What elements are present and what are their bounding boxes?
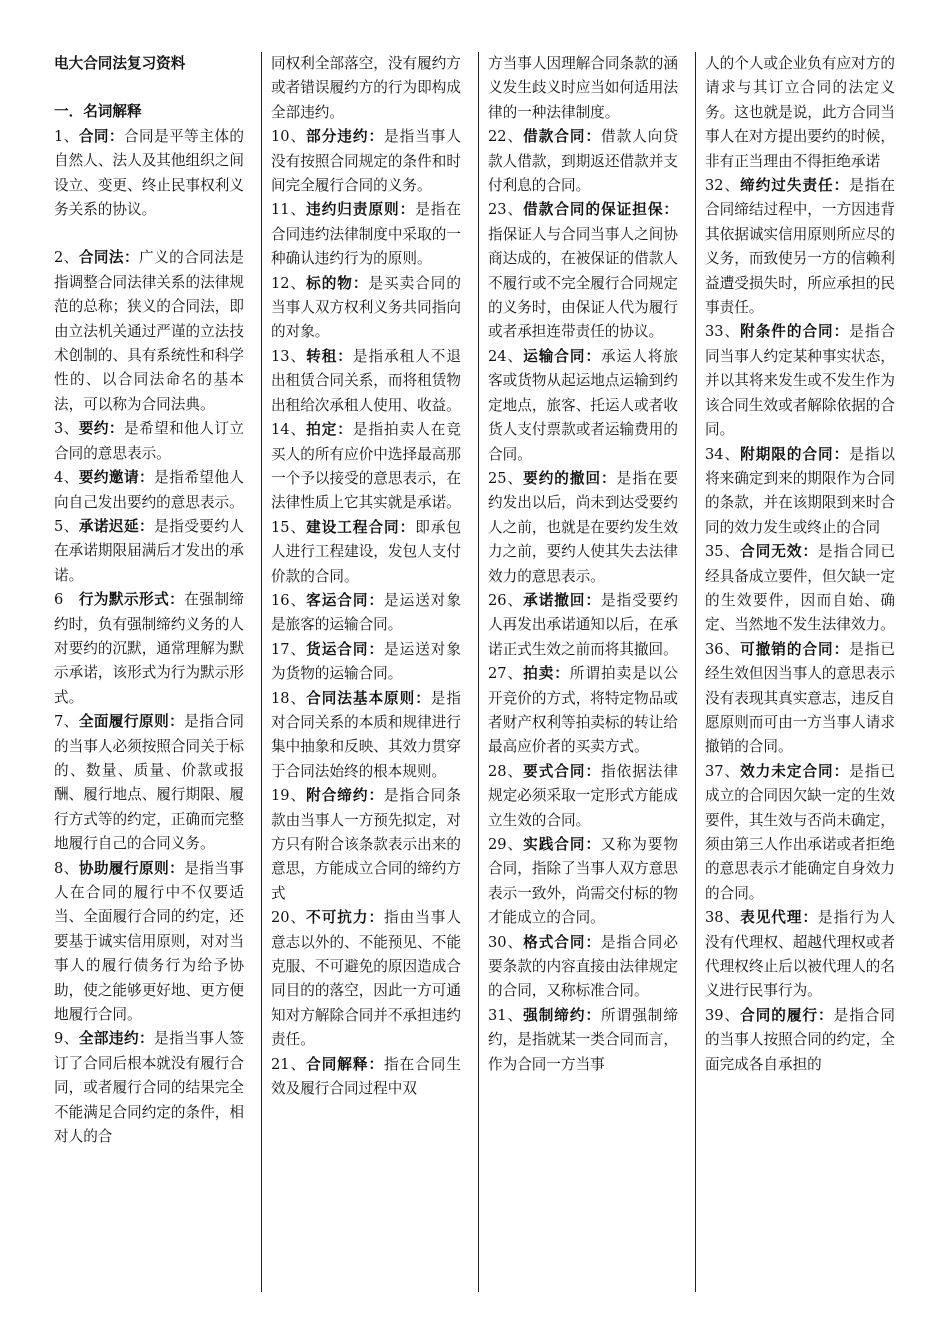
definition-entry [705, 52, 895, 174]
entry-term: 客运合同： [306, 591, 385, 609]
definition-entry [271, 125, 461, 198]
definition-entry [271, 198, 461, 271]
column-3 [488, 52, 678, 1292]
entry-term: 拍定： [306, 421, 353, 439]
definition-entry [54, 417, 244, 466]
entry-definition: 合同是平等主体的自然人、法人及其他组织之间设立、变更、终止民事权利义务关系的协议。 [54, 127, 244, 219]
column-divider [478, 52, 479, 1292]
entry-definition: 是指合同必要条款的内容直接由法律规定的合同，又称标准合同。 [488, 933, 678, 1000]
entry-definition: 所谓强制缔约，是指就某一类合同而言，作为合同一方当事 [488, 1006, 678, 1073]
entry-number: 7、 [54, 713, 79, 731]
entry-definition: 在强制缔约时，负有强制缔约义务的人对要约的沉默，通常理解为默示承诺，该形式为行为默示形式。 [54, 591, 244, 706]
document-title: 电大合同法复习资料 [54, 55, 186, 72]
entry-term: 货运合同： [306, 640, 385, 658]
entry-term: 不可抗力： [306, 909, 385, 927]
entry-definition: 是指已经生效但因当事人的意思表示没有表现其真实意志，违反自愿原则而可由一方当事人请求撤销的合同。 [705, 640, 895, 756]
entry-definition: 是指在要约发出以后，尚未到达受要约人之前，也就是在要约发生效力之前，要约人使其失去法律效力的意思表示。 [488, 469, 678, 585]
entry-number: 13、 [271, 347, 307, 365]
entry-number: 17、 [271, 640, 307, 658]
entry-term: 附合缔约： [306, 787, 385, 805]
entry-term: 可撤销的合同： [740, 640, 850, 658]
definition-entry [271, 272, 461, 345]
definition-entry [705, 174, 895, 320]
entry-definition: 是指合同已经具备成立要件，但欠缺一定的生效要件，因而自始、确定、当然地不发生法律效力。 [705, 543, 895, 634]
entry-definition: 是运送对象为货物的运输合同。 [271, 640, 461, 683]
entry-number: 32、 [705, 177, 741, 195]
definition-entry [271, 345, 461, 418]
entry-number: 21、 [271, 1055, 307, 1073]
definition-entry [271, 418, 461, 516]
definition-entry [54, 588, 244, 710]
definition-entry [488, 345, 678, 467]
column-2 [271, 52, 461, 1292]
entry-number: 3、 [54, 420, 79, 438]
entry-term: 要约邀请： [78, 469, 155, 487]
spacer [54, 76, 244, 100]
entry-term: 合同解释： [306, 1055, 385, 1073]
entry-term: 标的物： [306, 274, 369, 292]
entry-definition: 指依据法律规定必须采取一定形式方能成立生效的合同。 [488, 762, 678, 829]
entry-number: 4、 [54, 469, 79, 487]
entry-term: 转租： [306, 347, 353, 365]
entry-number: 35、 [705, 543, 741, 561]
entry-definition: 是指拍卖人在竞买人的所有应价中选择最高那一个予以接受的意思表示，在法律性质上它其实就是承诺。 [271, 421, 461, 512]
entry-number: 19、 [271, 787, 307, 805]
definition-entry [488, 467, 678, 589]
entry-term: 附期限的合同： [740, 445, 850, 463]
definition-entry [705, 443, 895, 541]
entry-definition: 是指当事人没有按照合同规定的条件和时间完全履行合同的义务。 [271, 128, 461, 195]
entry-definition: 是指希望他人向自己发出要约的意思表示。 [54, 469, 244, 511]
definition-entry [271, 589, 461, 638]
definition-entry [705, 638, 895, 760]
definition-entry [705, 320, 895, 442]
definition-entry [271, 906, 461, 1052]
entry-term: 部分违约： [306, 128, 385, 146]
entry-number: 34、 [705, 445, 741, 463]
entry-term: 行为默示形式： [78, 591, 185, 609]
definition-entry [488, 125, 678, 198]
column-divider [261, 52, 262, 1292]
entry-term: 拍卖： [523, 665, 570, 683]
entry-definition: 是指合同的当事人按照合同的约定，全面完成各自承担的 [705, 1006, 895, 1073]
entry-number: 16、 [271, 591, 307, 609]
definition-entry [271, 52, 461, 125]
definition-entry [54, 710, 244, 856]
entry-definition: 指在合同生效及履行合同过程中双 [271, 1055, 461, 1098]
definition-entry [271, 784, 461, 906]
column-1 [54, 52, 244, 1292]
definition-entry [488, 662, 678, 760]
entry-number: 18、 [271, 689, 307, 707]
entry-number: 6 [54, 591, 79, 609]
spacer [54, 222, 244, 246]
entry-number: 2、 [54, 249, 79, 267]
entry-number: 5、 [54, 517, 79, 535]
entry-term: 要约： [78, 420, 124, 438]
entry-number: 12、 [271, 274, 307, 292]
definition-entry [488, 833, 678, 931]
entry-definition: 同权利全部落空，没有履约方或者错误履约方的行为即构成全部违约。 [271, 55, 461, 121]
definition-entry [54, 1027, 244, 1149]
entry-term: 合同的履行： [740, 1006, 834, 1024]
entry-definition: 是指行为人没有代理权、超越代理权或者代理权终止后以被代理人的名义进行民事行为。 [705, 909, 895, 1000]
entry-number: 9、 [54, 1030, 79, 1048]
definition-entry [705, 1004, 895, 1077]
entry-list [271, 52, 461, 1101]
column-4 [705, 52, 895, 1292]
definition-entry [488, 589, 678, 662]
entry-definition: 是指在合同违约法律制度中采取的一种确认违约行为的原则。 [271, 201, 461, 268]
entry-number: 27、 [488, 665, 524, 683]
entry-number: 8、 [54, 859, 79, 877]
entry-definition: 是指在合同缔结过程中，一方因违背其依据诚实信用原则所应尽的义务，而致使另一方的信赖利益遭受损失时，所应承担的民事责任。 [705, 177, 895, 317]
entry-term: 要约的撤回： [523, 469, 617, 487]
definition-entry [54, 515, 244, 588]
entry-definition: 是指受要约人在承诺期限届满后才发出的承诺。 [54, 517, 244, 584]
entry-definition: 是指以将来确定到来的期限作为合同的条款，并在该期限到来时合同的效力发生或终止的合同 [705, 445, 895, 536]
entry-number: 37、 [705, 762, 741, 780]
entry-definition: 又称为要物合同，指除了当事人双方意思表示一致外，尚需交付标的物才能成立的合同。 [488, 836, 678, 927]
entry-term: 运输合同： [523, 347, 602, 365]
entry-number: 28、 [488, 762, 524, 780]
entry-number: 23、 [488, 201, 524, 219]
entry-term: 建设工程合同： [306, 518, 416, 536]
entry-definition: 指由当事人意志以外的、不能预见、不能克服、不可避免的原因造成合同目的的落空，因此一方可通知对方解除合同并不承担违约责任。 [271, 909, 461, 1049]
definition-entry [488, 52, 678, 125]
entry-number: 20、 [271, 909, 307, 927]
entry-definition: 是希望和他人订立合同的意思表示。 [54, 420, 244, 462]
entry-definition: 是指受要约人再发出承诺通知以后，在承诺正式生效之前而将其撤回。 [488, 591, 678, 658]
definition-entry [705, 906, 895, 1004]
entry-definition: 借款人向贷款人借款，到期返还借款并支付利息的合同。 [488, 128, 678, 195]
entry-definition: 是运送对象是旅客的运输合同。 [271, 591, 461, 634]
entry-definition: 承运人将旅客或货物从起运地点运输到约定地点，旅客、托运人或者收货人支付票款或者运输费用的合同。 [488, 347, 678, 463]
entry-definition: 是指对合同关系的本质和规律进行集中抽象和反映、其效力贯穿于合同法始终的根本规则。 [271, 689, 461, 780]
entry-definition: 指保证人与合同当事人之间协商达成的，在被保证的借款人不履行或不完全履行合同规定的义务时，由保证人代为履行或者承担连带责任的协议。 [488, 225, 678, 341]
entry-number: 14、 [271, 421, 307, 439]
entry-number: 33、 [705, 323, 741, 341]
entry-number: 15、 [271, 518, 307, 536]
entry-number: 30、 [488, 933, 524, 951]
entry-term: 借款合同： [523, 128, 602, 146]
entry-list [54, 125, 244, 1150]
entry-number: 11、 [271, 201, 307, 219]
definition-entry [54, 857, 244, 1028]
definition-entry [54, 125, 244, 223]
entry-term: 全部违约： [78, 1030, 155, 1048]
entry-definition: 方当事人因理解合同条款的涵义发生歧义时应当如何适用法律的一种法律制度。 [488, 55, 678, 121]
entry-number: 1、 [54, 127, 79, 145]
entry-number: 25、 [488, 469, 524, 487]
entry-definition: 所谓拍卖是以公开竞价的方式，将特定物品或者财产权利等拍卖标的转让给最高应价者的买卖方式。 [488, 665, 678, 756]
column-divider [695, 52, 696, 1292]
entry-definition: 是指当事人在合同的履行中不仅要适当、全面履行合同的约定，还要基于诚实信用原则，对对当事人的履行债务行为给予协助，使之能够更好地、更方便地履行合同。 [54, 859, 244, 1024]
entry-definition: 是指已成立的合同因欠缺一定的生效要件，其生效与否尚未确定，须由第三人作出承诺或者拒绝的意思表示才能确定自身效力的合同。 [705, 762, 895, 902]
entry-term: 合同法基本原则： [306, 689, 431, 707]
definition-entry [488, 198, 678, 344]
entry-number: 10、 [271, 128, 307, 146]
entry-definition: 即承包人进行工程建设，发包人支付价款的合同。 [271, 518, 461, 585]
entry-list [705, 52, 895, 1077]
entry-term: 格式合同： [523, 933, 602, 951]
entry-definition: 是指承租人不退出租赁合同关系，而将租赁物出租给次承租人使用、收益。 [271, 347, 461, 414]
definition-entry [705, 760, 895, 906]
entry-number: 38、 [705, 909, 741, 927]
entry-term: 协助履行原则： [78, 859, 185, 877]
entry-term: 效力未定合同： [740, 762, 850, 780]
entry-term: 合同： [78, 127, 124, 145]
entry-definition: 人的个人或企业负有应对方的请求与其订立合同的法定义务。这也就是说，此方合同当事人在对方提出要约的时候，非有正当理由不得拒绝承诺 [705, 55, 895, 170]
entry-term: 强制缔约： [523, 1006, 602, 1024]
entry-term: 合同无效： [740, 543, 819, 561]
definition-entry [54, 466, 244, 515]
entry-list [488, 52, 678, 1077]
definition-entry [705, 540, 895, 638]
entry-number: 39、 [705, 1006, 741, 1024]
definition-entry [271, 516, 461, 589]
entry-definition: 广义的合同法是指调整合同法律关系的法律规范的总称；狭义的合同法，即由立法机关通过严谨的立法技术创制的、具有系统性和科学性的、以合同法命名的基本法，可以称为合同法典。 [54, 249, 244, 413]
entry-number: 22、 [488, 128, 524, 146]
entry-definition: 是指合同条款由当事人一方预先拟定，对方只有附合该条款表示出来的意思，方能成立合同的缔约方式 [271, 787, 461, 902]
entry-number: 31、 [488, 1006, 524, 1024]
entry-definition: 是指当事人签订了合同后根本就没有履行合同，或者履行合同的结果完全不能满足合同约定的条件，相对人的合 [54, 1030, 244, 1146]
definition-entry [271, 1053, 461, 1102]
entry-number: 36、 [705, 640, 741, 658]
entry-term: 借款合同的保证担保： [523, 201, 678, 219]
entry-term: 承诺迟延： [78, 517, 155, 535]
entry-term: 实践合同： [523, 836, 602, 853]
section-heading: 一．名词解释 [54, 103, 142, 121]
definition-entry [54, 246, 244, 417]
entry-term: 表见代理： [740, 909, 819, 927]
entry-term: 缔约过失责任： [740, 177, 850, 195]
definition-entry [488, 1004, 678, 1077]
definition-entry [271, 638, 461, 687]
entry-definition: 是指合同的当事人必须按照合同关于标的、数量、质量、价款或报酬、履行地点、履行期限、履行方式等的约定，正确而完整地履行自己的合同义务。 [54, 713, 244, 853]
entry-term: 附条件的合同： [740, 323, 850, 341]
definition-entry [488, 760, 678, 833]
entry-number: 26、 [488, 591, 524, 609]
definition-entry [271, 687, 461, 785]
entry-number: 24、 [488, 347, 524, 365]
definition-entry [488, 931, 678, 1004]
entry-term: 承诺撤回： [523, 591, 602, 609]
entry-definition: 是买卖合同的当事人双方权利义务共同指向的对象。 [271, 274, 461, 341]
document-page [54, 52, 896, 1292]
entry-term: 全面履行原则： [78, 713, 185, 731]
entry-definition: 是指合同当事人约定某种事实状态，并以其将来发生或不发生作为该合同生效或者解除依据的合同。 [705, 323, 895, 439]
entry-term: 违约归责原则： [306, 201, 416, 219]
entry-term: 要式合同： [523, 762, 602, 780]
entry-number: 29、 [488, 836, 524, 853]
entry-term: 合同法： [78, 249, 140, 267]
